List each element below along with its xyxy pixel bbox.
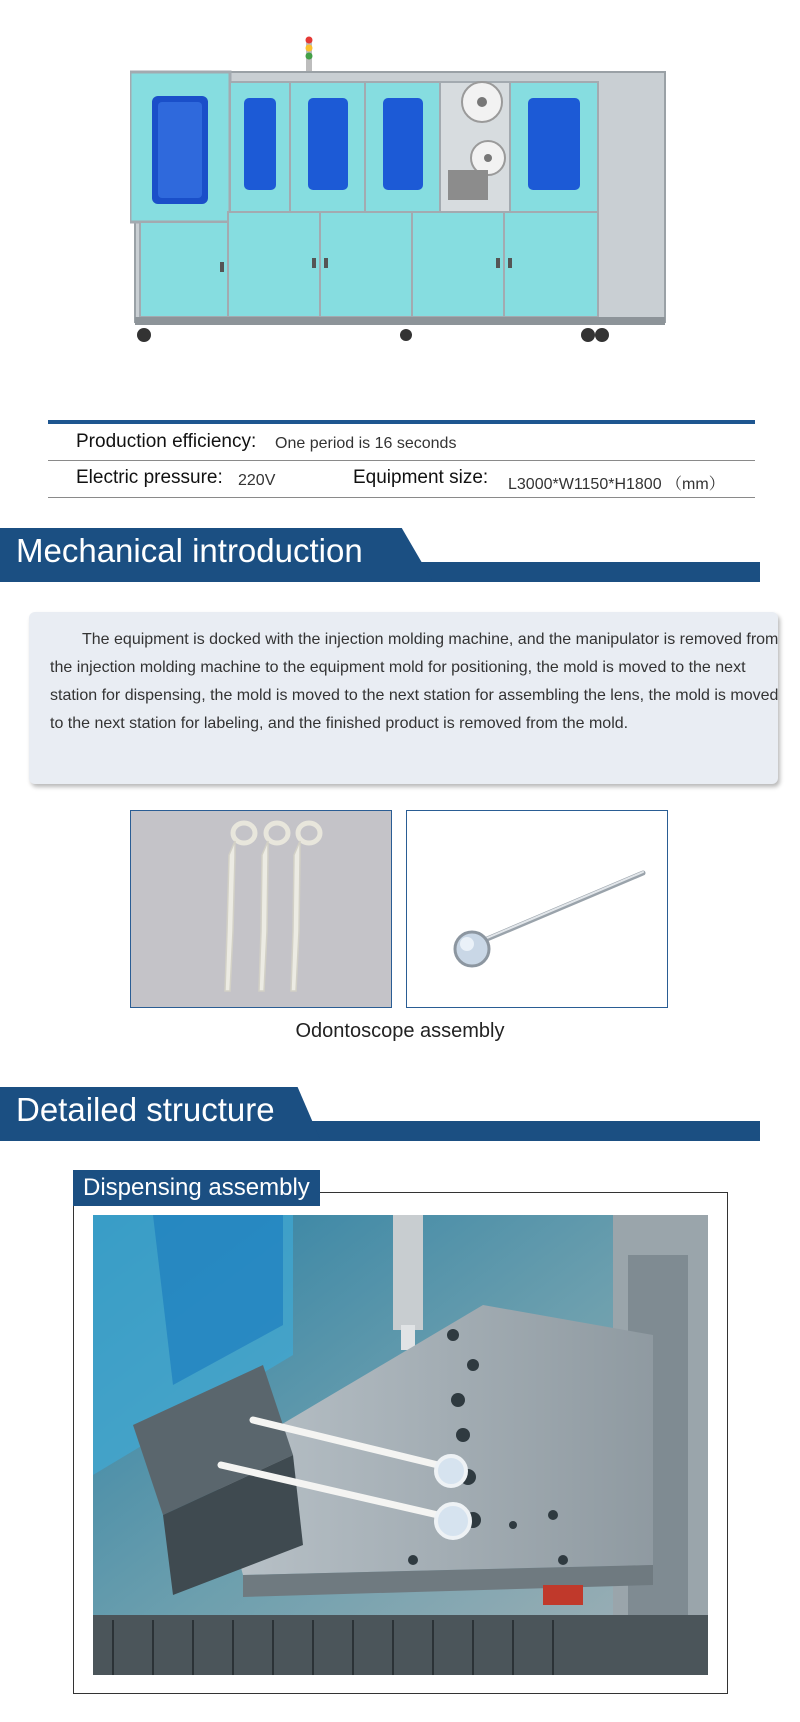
spec-divider — [48, 460, 755, 461]
mechanical-introduction-title: Mechanical introduction — [16, 532, 363, 569]
electric-pressure-label: Electric pressure: — [76, 467, 223, 488]
production-efficiency-value: One period is 16 seconds — [275, 435, 457, 452]
intro-description: The equipment is docked with the injection molding machine, and the manipulator is removed from the injection molding machine to the equipment mold for positioning, the mold is moved to the next station for dispensing, the mold is moved to the next station for assembling the lens, the mold is moved to the next station for labeling, and the finished product is removed from the mold. — [50, 631, 779, 732]
machine-image — [130, 30, 670, 380]
production-efficiency-label: Production efficiency: — [76, 431, 257, 452]
dispensing-assembly-tag — [73, 1170, 320, 1206]
dental-mirror-disposable-image — [130, 810, 392, 1008]
steel-mirror-graphic — [407, 811, 667, 1007]
product-caption: Odontoscope assembly — [295, 1020, 505, 1042]
spec-bottom-rule — [48, 497, 755, 498]
dispensing-assembly-label: Dispensing assembly — [83, 1174, 310, 1201]
dispensing-assembly-photo — [93, 1215, 708, 1675]
disposable-mirrors-graphic — [131, 811, 391, 1007]
electric-pressure-value: 220V — [238, 472, 276, 489]
equipment-size-value: L3000*W1150*H1800 （mm） — [508, 476, 725, 493]
detailed-structure-title: Detailed structure — [16, 1091, 275, 1128]
equipment-size-label: Equipment size: — [353, 467, 489, 488]
spec-top-rule — [48, 420, 755, 424]
dental-mirror-steel-image — [406, 810, 668, 1008]
